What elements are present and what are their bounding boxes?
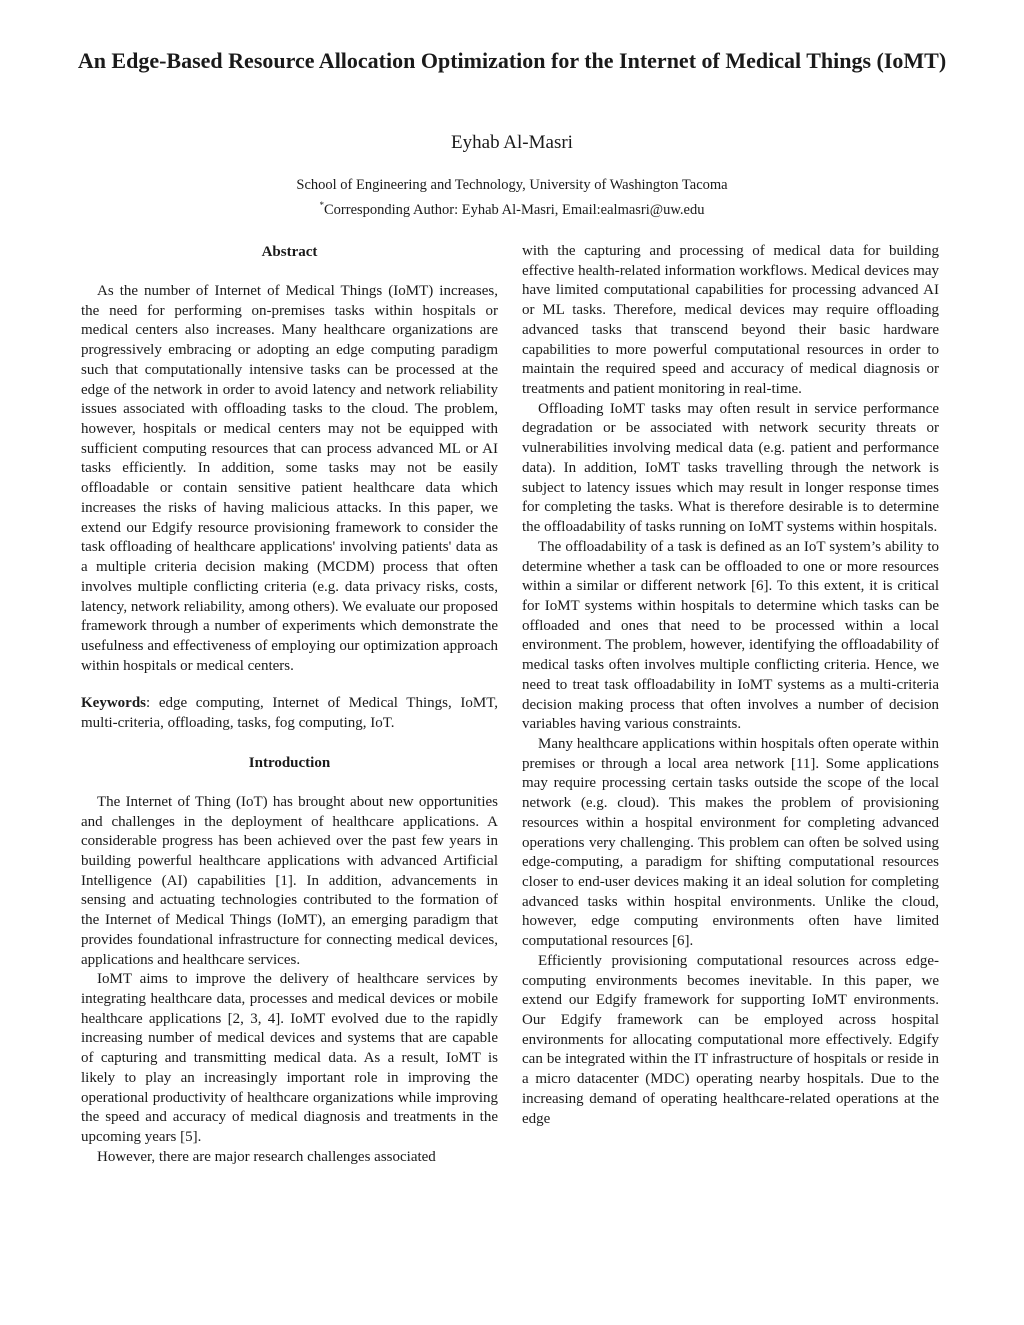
corresponding-text: Corresponding Author: Eyhab Al-Masri, Email:ealmasri@uw.edu (324, 201, 705, 218)
introduction-heading: Introduction (248, 754, 331, 771)
intro-paragraph-7: Efficiently provisioning computational resources across edge-computing environments becomes inevitable. In this paper, we extend our Edgify framework for supporting IoMT environments. Our Edgify framework can be employed across hospital environments for allocating computational more effectively. Edgify can be integrated within the IT infrastructure of hospitals or reside in a micro datacenter (MDC) operating nearby hospitals. Due to the increasing demand of operating healthcare-related operations at the edge (522, 952, 939, 1127)
abstract-text: As the number of Internet of Medical Things (IoMT) increases, the need for performing on-premises tasks within hospitals or medical centers also increases. Many healthcare organizations are progressively embracing or adopting an edge computing paradigm such that computationally intensive tasks can be processed at the edge of the network in order to avoid latency and network reliability issues associated with offloading tasks to the cloud. The problem, however, hospitals or medical centers may not be equipped with sufficient computing resources that can process advanced ML or AI tasks efficiently. In addition, some tasks may not be easily offloadable or contain sensitive patient healthcare data which increases the risks of having malicious attacks. In this paper, we extend our Edgify resource provisioning framework to consider the task offloading of healthcare applications' involving patients' data as a multiple criteria decision making (MCDM) process that often involves multiple conflicting criteria (e.g. data privacy risks, costs, latency, network reliability, among others). We evaluate our proposed framework through a number of experiments which demonstrate the usefulness and effectiveness of employing our optimization approach within hospitals or medical centers. (81, 283, 498, 674)
intro-paragraph-6: Many healthcare applications within hospitals often operate within premises or through a local area network [11]. Some applications may require processing certain tasks outside the scope of the local network (e.g. cloud). This makes the problem of provisioning resources within a hospital environment for completing advanced operations very challenging. This problem can often be solved using edge-computing, a paradigm for shifting computational resources closer to end-user devices making it an ideal solution for completing advanced tasks within hospital environments. Unlike the cloud, however, edge computing environments often have limited computational resources [6]. (522, 735, 939, 950)
corresponding-mark: * (319, 200, 324, 210)
abstract-heading: Abstract (261, 244, 318, 260)
intro-paragraph-2: IoMT aims to improve the delivery of healthcare services by integrating healthcare data, processes and medical devices or mobile healthcare applications [2, 3, 4]. IoMT evolved due to the rapidly increasing number of medical devices and systems that are capable of capturing and transmitting medical data. As a result, IoMT is likely to play an increasingly important role in improving the operational productivity of healthcare organizations while improving the speed and accuracy of medical diagnosis and treatments in the upcoming years [5]. (81, 971, 498, 1146)
intro-continuation: with the capturing and processing of medical data for building effective health-related information workflows. Medical devices may have limited computational capabilities for processing advanced AI or ML tasks. Therefore, medical devices may require offloading advanced tasks that transcend beyond their basic hardware capabilities to more powerful computational resources in order to maintain the required speed and accuracy of medical diagnosis or treatments and patient monitoring in real-time. (522, 243, 939, 398)
keywords-text: : edge computing, Internet of Medical Things, IoMT, multi-criteria, offloading, tasks, fog computing, IoT. (81, 695, 498, 732)
right-column (522, 242, 939, 1129)
keywords-label: Keywords (81, 695, 146, 712)
intro-paragraph-3: However, there are major research challenges associated (97, 1148, 436, 1165)
left-column (81, 242, 498, 1167)
paper-title: An Edge-Based Resource Allocation Optimization for the Internet of Medical Things (IoMT) (77, 48, 947, 73)
author-name: Eyhab Al-Masri (451, 132, 573, 153)
intro-paragraph-4: Offloading IoMT tasks may often result in service performance degradation or be associated with network security threats or vulnerabilities involving medical data (e.g. patient and performance data). In addition, IoMT tasks travelling through the network is subject to latency issues which may result in longer response times for completing the tasks. What is therefore desirable is to determine the offloadability of tasks running on IoMT systems within hospitals. (522, 400, 939, 536)
affiliation: School of Engineering and Technology, University of Washington Tacoma (296, 177, 728, 193)
corresponding-author (0, 195, 1024, 220)
keywords (81, 694, 498, 733)
affiliation-block (0, 175, 1024, 220)
intro-paragraph-5: The offloadability of a task is defined as an IoT system’s ability to determine whether a task can be offloaded to one or more resources within a similar or different network [6]. To this extent, it is critical for IoMT systems within hospitals to determine which tasks can be offloaded and ones that need to be processed within a local environment. The problem, however, identifying the offloadability of medical tasks often involves multiple conflicting criteria. Hence, we need to treat task offloadability in IoMT systems as a multi-criteria decision making process that often involves a number of decision variables having various constraints. (522, 538, 939, 733)
intro-paragraph-1: The Internet of Thing (IoT) has brought about new opportunities and challenges in the deployment of healthcare applications. A considerable progress has been achieved over the past few years in building powerful healthcare applications with advanced Artificial Intelligence (AI) capabilities [1]. In addition, advancements in sensing and actuating technologies contributed to the formation of the Internet of Medical Things (IoMT), an emerging paradigm that provides foundational infrastructure for connecting medical devices, applications and healthcare services. (81, 793, 498, 968)
